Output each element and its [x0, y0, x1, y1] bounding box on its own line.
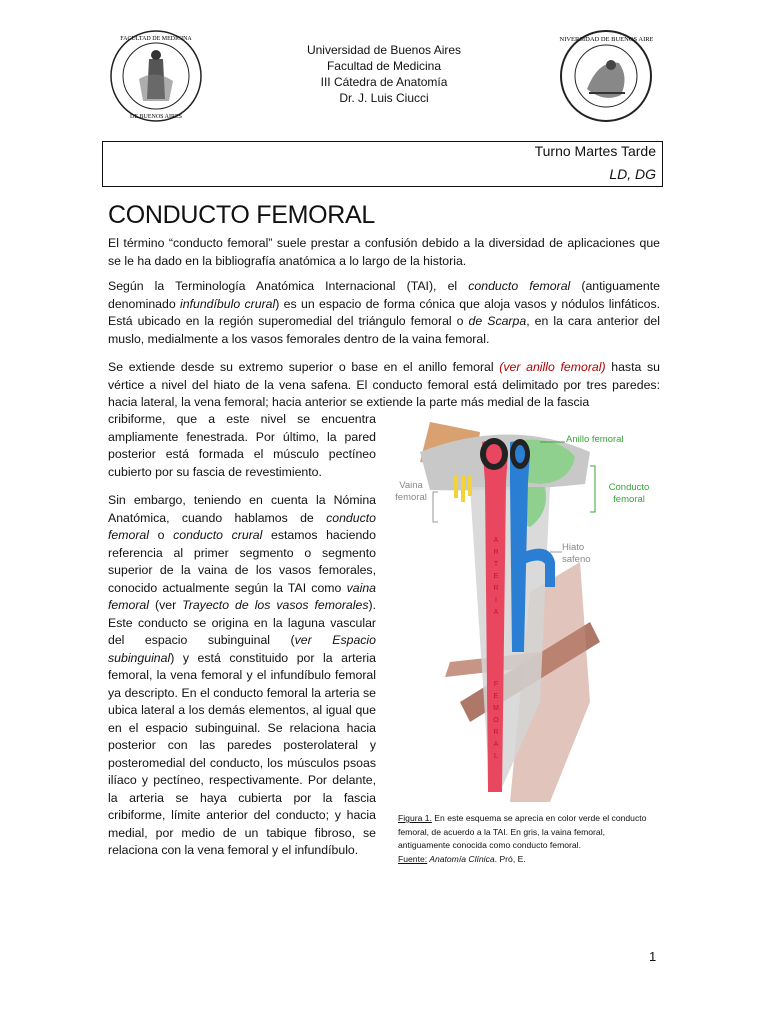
- paragraph-extent-cont: cribiforme, que a este nivel se encuentra ampliamente fenestrada. Por último, la pared posterior está formada el músculo pectíneo cubierto por su fascia de revestimiento.: [108, 412, 376, 479]
- label-hiato-safeno: Hiato safeno: [562, 542, 591, 565]
- arteria-letter: F: [493, 681, 499, 688]
- arteria-letter: A: [493, 741, 499, 748]
- vena-letter: A: [515, 604, 521, 611]
- header-line-chair: III Cátedra de Anatomía: [320, 75, 448, 89]
- arteria-letter: M: [493, 705, 499, 712]
- arteria-letter: E: [493, 573, 499, 580]
- vena-letter: V: [515, 497, 521, 504]
- arteria-letter: A: [493, 609, 499, 616]
- vena-letter: A: [515, 530, 521, 537]
- arteria-letter: O: [493, 717, 499, 724]
- arteria-letter: E: [493, 693, 499, 700]
- shift-label: Turno Martes Tarde: [534, 143, 656, 159]
- link-anillo-femoral[interactable]: (ver anillo femoral): [499, 360, 606, 374]
- vena-letter: O: [515, 582, 521, 589]
- header-line-faculty: Facultad de Medicina: [326, 59, 442, 73]
- page-number: 1: [649, 949, 657, 964]
- paragraph-nomina: Sin embargo, teniendo en cuenta la Nómina Anatómica, cuando hablamos de conducto femoral o conducto crural estamos haciendo referencia al primer segmento o segmento superior de la vaina de los vasos femorales, conocido actualmente según la TAI como vaina femoral (ver Trayecto de los vasos femorales). Este conducto se origina en la laguna vascular del espacio subinguinal (ver Espacio subinguinal) y está constituido por la arteria femoral, la vena femoral y el infundíbulo femoral ya descripto. En el conducto femoral la arteria se ubica lateral a los demás elementos, al igual que en el espacio subinguinal. Se relaciona hacia posterior con las paredes posterolateral y posteromedial del conducto, los músculos psoas ilíaco y pectíneo, respectivamente. Por delante, la arteria se haya cubierta por la fascia cribiforme, límite anterior del conducto; y hacia medial, por medio de un tabique fibroso, se relaciona con la vena femoral y el infundíbulo.: [108, 493, 377, 857]
- figure-caption: Figura 1. En este esquema se aprecia en color verde el conducto femoral, de acuerdo a la TAI. En gris, la vaina femoral, antiguamente conocida como conducto femoral. Fuente: Anatomía Clínica. Pró, E.: [398, 813, 647, 864]
- paragraph-tai: Según la Terminología Anatómica Internacional (TAI), el conducto femoral (antiguamente denominado infundíbulo crural) es un espacio de forma cónica que aloja vasos y nódulos linfáticos. Está ubicado en la región superomedial del triángulo femoral o de Scarpa, en la cara anterior del muslo, medialmente a los vasos femorales dentro de la vaina femoral.: [108, 279, 661, 346]
- svg-text:UNIVERSIDAD DE BUENOS AIRES: UNIVERSIDAD DE BUENOS AIRES: [559, 36, 653, 43]
- arteria-letter: R: [493, 549, 499, 556]
- arteria-letter: R: [493, 729, 499, 736]
- svg-text:FACULTAD DE MEDICINA: FACULTAD DE MEDICINA: [120, 36, 192, 42]
- institution-header: [250, 42, 518, 106]
- label-anillo-femoral: Anillo femoral: [566, 434, 624, 445]
- shift-box: [102, 141, 663, 187]
- vena-letter: R: [515, 593, 521, 600]
- page-title: CONDUCTO FEMORAL: [108, 201, 375, 229]
- header-line-professor: Dr. J. Luis Ciucci: [339, 91, 429, 105]
- authors-label: LD, DG: [609, 166, 656, 182]
- label-conducto-femoral: Conducto femoral: [608, 482, 650, 505]
- header-line-university: Universidad de Buenos Aires: [306, 43, 462, 57]
- arteria-letter: R: [493, 585, 499, 592]
- arteria-letter: A: [493, 537, 499, 544]
- arteria-letter: I: [495, 597, 497, 604]
- vena-letter: E: [515, 508, 521, 515]
- vena-letter: F: [515, 549, 521, 556]
- paragraph-intro: El término “conducto femoral” suele prestar a confusión debido a la diversidad de aplicaciones que se le ha dado en la bibliografía anatómica a lo largo de la historia.: [108, 236, 660, 268]
- vena-letter: L: [516, 615, 520, 622]
- label-vaina-femoral: Vaina femoral: [395, 480, 427, 503]
- faculty-seal-logo: [109, 29, 203, 123]
- vena-letter: E: [515, 560, 521, 567]
- arteria-letter: L: [494, 753, 498, 760]
- svg-text:DE BUENOS AIRES: DE BUENOS AIRES: [129, 114, 183, 120]
- vena-letter: M: [515, 571, 521, 578]
- arteria-letter: T: [493, 561, 499, 568]
- paragraph-extent: Se extiende desde su extremo superior o base en el anillo femoral (ver anillo femoral) hasta su vértice a nivel del hiato de la vena safena. El conducto femoral está delimitado por tres paredes: hacia lateral, la vena femoral; hacia anterior se extiende la parte más medial de la fascia: [108, 360, 660, 409]
- university-seal-logo: [559, 29, 653, 123]
- vena-letter: N: [515, 519, 521, 526]
- femoral-canal-figure: [390, 412, 660, 802]
